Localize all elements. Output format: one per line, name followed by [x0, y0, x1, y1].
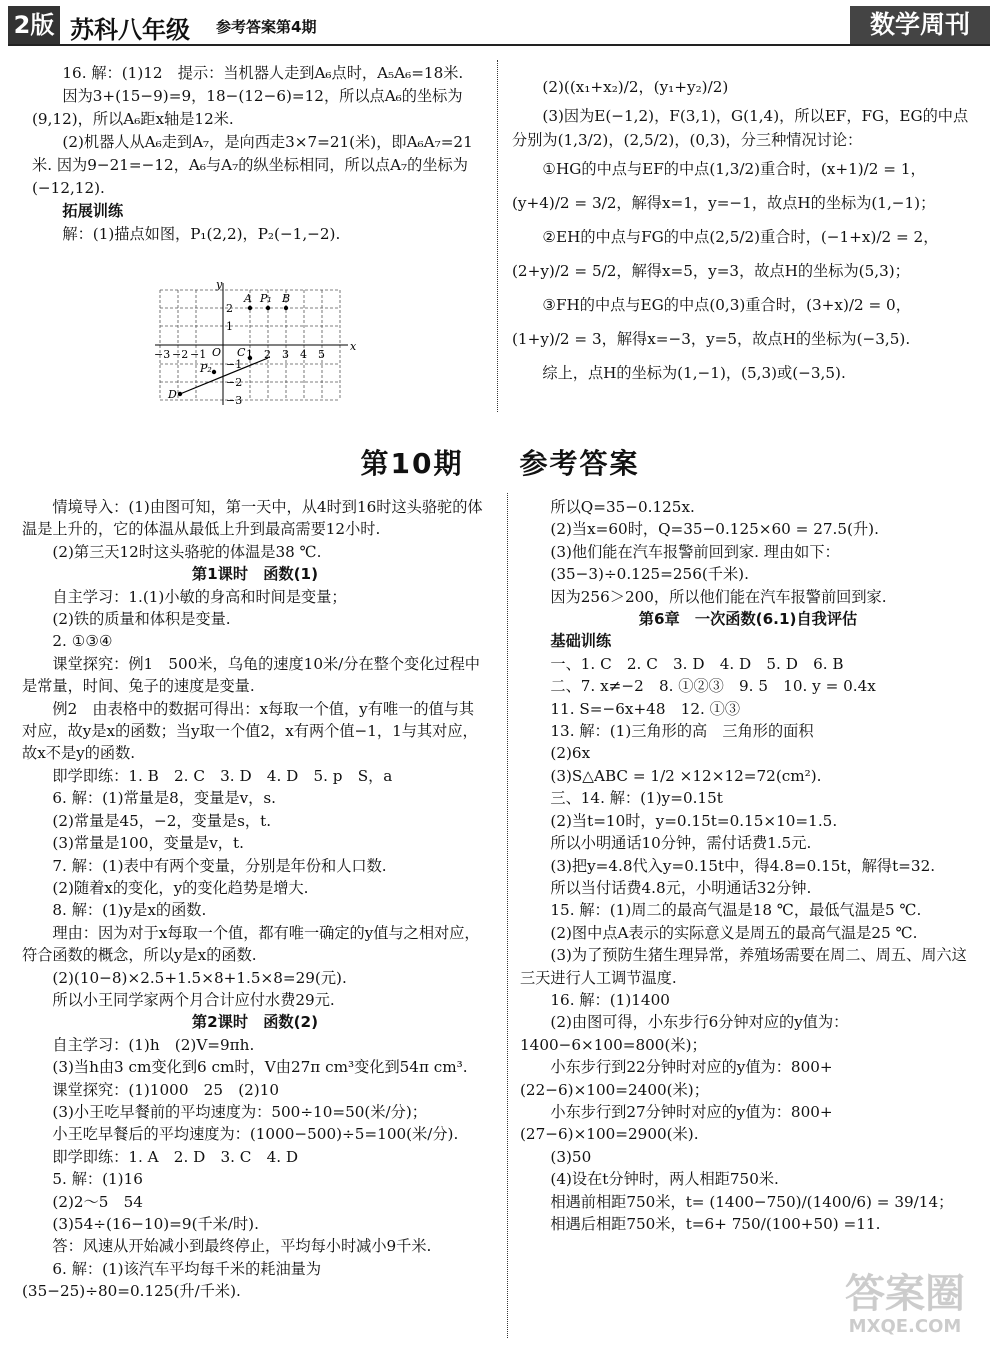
answer-line: 所以小王同学家两个月合计应付水费29元.	[52, 990, 335, 1009]
bottom-left-column	[22, 496, 488, 1303]
y-tick: −2	[226, 376, 243, 389]
answer-line: 情境导入：(1)由图可知，第一天中，从4时到16时这头骆驼的体温是上升的，它的体温从最低上升到最高需要12小时.	[22, 498, 483, 539]
column-divider	[497, 60, 498, 412]
edition-badge: 2版	[8, 6, 60, 44]
issue-subtitle: 参考答案	[519, 447, 640, 480]
answer-line: 16. 解：(1)1400	[550, 990, 670, 1009]
answer-line: 所以Q=35−0.125x.	[550, 498, 695, 516]
answer-line: 6. 解：(1)常量是8，变量是v，s.	[52, 789, 276, 808]
answer-line: 因为3+(15−9)=9，18−(12−6)=12，所以点A₆的坐标为(9,12)，所以A₆距x轴是12米.	[32, 87, 463, 128]
section-heading: 基础训练	[550, 632, 612, 651]
lesson-heading: 第1课时 函数(1)	[191, 565, 319, 584]
point-p1-label: P₁	[260, 292, 272, 305]
answer-line: (3)S△ABC = 1/2 ×12×12=72(cm²).	[550, 766, 822, 785]
origin-label: O	[212, 346, 222, 359]
top-right-column	[512, 70, 974, 390]
x-tick: 2	[264, 348, 271, 361]
answer-line: (35−3)÷0.125=256(千米).	[550, 565, 749, 584]
answer-line: (2)铁的质量和体积是变量.	[52, 610, 231, 629]
x-tick: 5	[318, 348, 325, 361]
watermark-logo	[820, 1272, 990, 1342]
answer-line: 三、14. 解：(1)y=0.15t	[550, 789, 723, 808]
x-axis-label: x	[350, 340, 357, 353]
answer-line: 课堂探究：例1 500米，乌龟的速度10米/分在整个变化过程中是常量，时间、兔子的速度是变量.	[22, 654, 480, 696]
answer-line: (2)当x=60时，Q=35−0.125×60 = 27.5(升).	[550, 520, 879, 539]
answer-line: 所以小明通话10分钟，需付话费1.5元.	[550, 834, 812, 853]
answer-line: (3)54÷(16−10)=9(千米/时).	[52, 1215, 259, 1233]
column-divider	[507, 493, 508, 1338]
issue-label: 参考答案第4期	[216, 18, 317, 36]
answer-line: (2)((x₁+x₂)/2，(y₁+y₂)/2)	[542, 78, 729, 96]
answer-line: 5. 解：(1)16	[52, 1170, 143, 1189]
answer-line: (1+y)/2 = 3，解得x=−3，y=5，故点H的坐标为(−3,5).	[512, 330, 911, 348]
issue-title	[0, 442, 1000, 482]
x-tick: 3	[282, 348, 289, 361]
answer-line: 6. 解：(1)该汽车平均每千米的耗油量为(35−25)÷80=0.125(升/千米).	[22, 1259, 322, 1301]
chapter-heading: 第6章 一次函数(6.1)自我评估	[638, 610, 858, 629]
answer-line: 综上，点H的坐标为(1,−1)，(5,3)或(−3,5).	[542, 364, 846, 382]
answer-line: ③FH的中点与EG的中点(0,3)重合时，(3+x)/2 = 0，	[542, 296, 911, 314]
y-tick: 1	[226, 320, 233, 333]
answer-line: (3)因为E(−1,2)，F(3,1)，G(1,4)，所以EF，FG，EG的中点分别为(1,3/2)，(2,5/2)，(0,3)，分三种情况讨论：	[512, 107, 969, 149]
x-tick: −1	[190, 348, 207, 361]
answer-line: (2)当t=10时，y=0.15t=0.15×10=1.5.	[550, 811, 838, 830]
answer-line: 自主学习：1.(1)小敏的身高和时间是变量；	[52, 587, 347, 606]
point-c-label: C	[237, 346, 246, 359]
answer-line: 13. 解：(1)三角形的高 三角形的面积	[550, 722, 814, 741]
answer-line: 一、1. C 2. C 3. D 4. D 5. D 6. B	[550, 654, 844, 673]
answer-line: 即学即练：1. B 2. C 3. D 4. D 5. p S，a	[52, 766, 393, 785]
answer-line: 小东步行到22分钟时对应的y值为：800+(22−6)×100=2400(米)；	[520, 1058, 833, 1099]
answer-line: 相遇后相距750米，t=6+ 750/(100+50) =11.	[550, 1215, 881, 1233]
top-left-column	[32, 62, 487, 246]
answer-line: 自主学习：(1)h (2)V=9πh.	[52, 1035, 255, 1054]
y-tick: 2	[226, 302, 233, 315]
answer-line: 答：风速从开始减小到最终停止，平均每小时减小9千米.	[52, 1237, 432, 1256]
x-tick: 1	[246, 348, 253, 361]
answer-line: (2)(10−8)×2.5+1.5×8+1.5×8=29(元).	[52, 968, 347, 987]
y-axis-label: y	[216, 280, 223, 291]
answer-line: (4)设在t分钟时，两人相距750米.	[550, 1170, 779, 1189]
point-d-label: D	[168, 388, 177, 401]
answer-line: 16. 解：(1)12 提示：当机器人走到A₆点时，A₅A₆=18米.	[62, 64, 464, 82]
answer-line: (2)2～5 54	[52, 1192, 143, 1211]
x-tick: 4	[300, 348, 307, 361]
answer-line: 2. ①③④	[52, 632, 113, 651]
answer-line: (2)机器人从A₆走到A₇，是向西走3×7=21(米)，即A₆A₇=21米. 因为9−21=−12，A₆与A₇的纵坐标相同，所以点A₇的坐标为(−12,12).	[32, 133, 473, 197]
brand-title: 数学周刊	[850, 6, 990, 44]
answer-line: 7. 解：(1)表中有两个变量，分别是年份和人口数.	[52, 856, 387, 875]
answer-line: 因为256＞200，所以他们能在汽车报警前回到家.	[550, 587, 887, 606]
answer-line: ①HG的中点与EF的中点(1,3/2)重合时，(x+1)/2 = 1，	[542, 160, 926, 178]
y-tick: −3	[226, 394, 243, 407]
answer-line: (2)图中点A表示的实际意义是周五的最高气温是25 ℃.	[550, 923, 918, 942]
y-tick: −1	[226, 358, 243, 371]
grade-title: 苏科八年级	[70, 16, 190, 44]
answer-line: 小王吃早餐后的平均速度为：(1000−500)÷5=100(米/分).	[52, 1125, 459, 1144]
answer-line: (2+y)/2 = 5/2，解得x=5，y=3，故点H的坐标为(5,3)；	[512, 262, 910, 280]
page-header	[8, 6, 990, 46]
answer-line: 11. S=−6x+48 12. ①③	[550, 699, 741, 718]
answer-line: (2)随着x的变化，y的变化趋势是增大.	[52, 878, 309, 897]
lesson-heading: 第2课时 函数(2)	[191, 1013, 319, 1032]
answer-line: 二、7. x≠−2 8. ①②③ 9. 5 10. y = 0.4x	[550, 677, 876, 696]
answer-line: 课堂探究：(1)1000 25 (2)10	[52, 1080, 280, 1099]
answer-line: (2)由图可得，小东步行6分钟对应的y值为：1400−6×100=800(米)；	[520, 1013, 849, 1054]
answer-line: (3)为了预防生猪生理异常，养殖场需要在周二、周五、周六这三天进行人工调节温度.	[520, 946, 967, 987]
answer-line: 8. 解：(1)y是x的函数.	[52, 901, 207, 920]
answer-line: 15. 解：(1)周二的最高气温是18 ℃，最低气温是5 ℃.	[550, 901, 922, 920]
answer-line: (y+4)/2 = 3/2，解得x=1，y=−1，故点H的坐标为(1,−1)；	[512, 194, 936, 212]
answer-line: (2)第三天12时这头骆驼的体温是38 ℃.	[52, 542, 322, 561]
x-tick: −3	[154, 348, 171, 361]
section-heading: 拓展训练	[62, 202, 124, 220]
answer-line: 例2 由表格中的数据可得出：x每取一个值，y有唯一的值与其对应，故y是x的函数；当y取一个值2，x有两个值−1，1与其对应，故x不是y的函数.	[22, 699, 478, 763]
bottom-right-column	[520, 496, 976, 1235]
answer-line: (3)小王吃早餐前的平均速度为：500÷10=50(米/分)；	[52, 1102, 427, 1121]
answer-line: ②EH的中点与FG的中点(2,5/2)重合时，(−1+x)/2 = 2，	[542, 228, 939, 246]
answer-line: 小东步行到27分钟时对应的y值为：800+(27−6)×100=2900(米).	[520, 1102, 833, 1144]
answer-line: (3)常量是100，变量是v，t.	[52, 834, 244, 853]
answer-line: 即学即练：1. A 2. D 3. C 4. D	[52, 1147, 299, 1166]
answer-line: (3)把y=4.8代入y=0.15t中，得4.8=0.15t，解得t=32.	[550, 856, 936, 875]
answer-line: 解：(1)描点如图，P₁(2,2)，P₂(−1,−2).	[62, 225, 341, 243]
answer-line: 相遇前相距750米，t= (1400−750)/(1400/6) = 39/14；	[550, 1192, 954, 1211]
watermark-url: MXQE.COM	[848, 1316, 962, 1337]
answer-line: (3)他们能在汽车报警前回到家. 理由如下：	[550, 542, 840, 561]
answer-line: (2)常量是45，−2，变量是s，t.	[52, 811, 272, 830]
issue-number: 第10期	[360, 447, 464, 480]
answer-line: (3)当h由3 cm变化到6 cm时，V由27π cm³变化到54π cm³.	[52, 1058, 468, 1077]
watermark-text: 答案圈	[845, 1271, 965, 1317]
point-b-label: B	[282, 292, 291, 305]
point-p2-label: P₂	[200, 362, 212, 375]
answer-line: 所以当付话费4.8元，小明通话32分钟.	[550, 878, 812, 897]
answer-line: (3)50	[550, 1147, 592, 1166]
point-a-label: A	[244, 292, 252, 305]
answer-line: 理由：因为对于x每取一个值，都有唯一确定的y值与之相对应，符合函数的概念，所以y是x的函数.	[22, 923, 480, 965]
answer-line: (2)6x	[550, 744, 591, 763]
coordinate-graph	[150, 280, 360, 410]
x-tick: −2	[172, 348, 189, 361]
